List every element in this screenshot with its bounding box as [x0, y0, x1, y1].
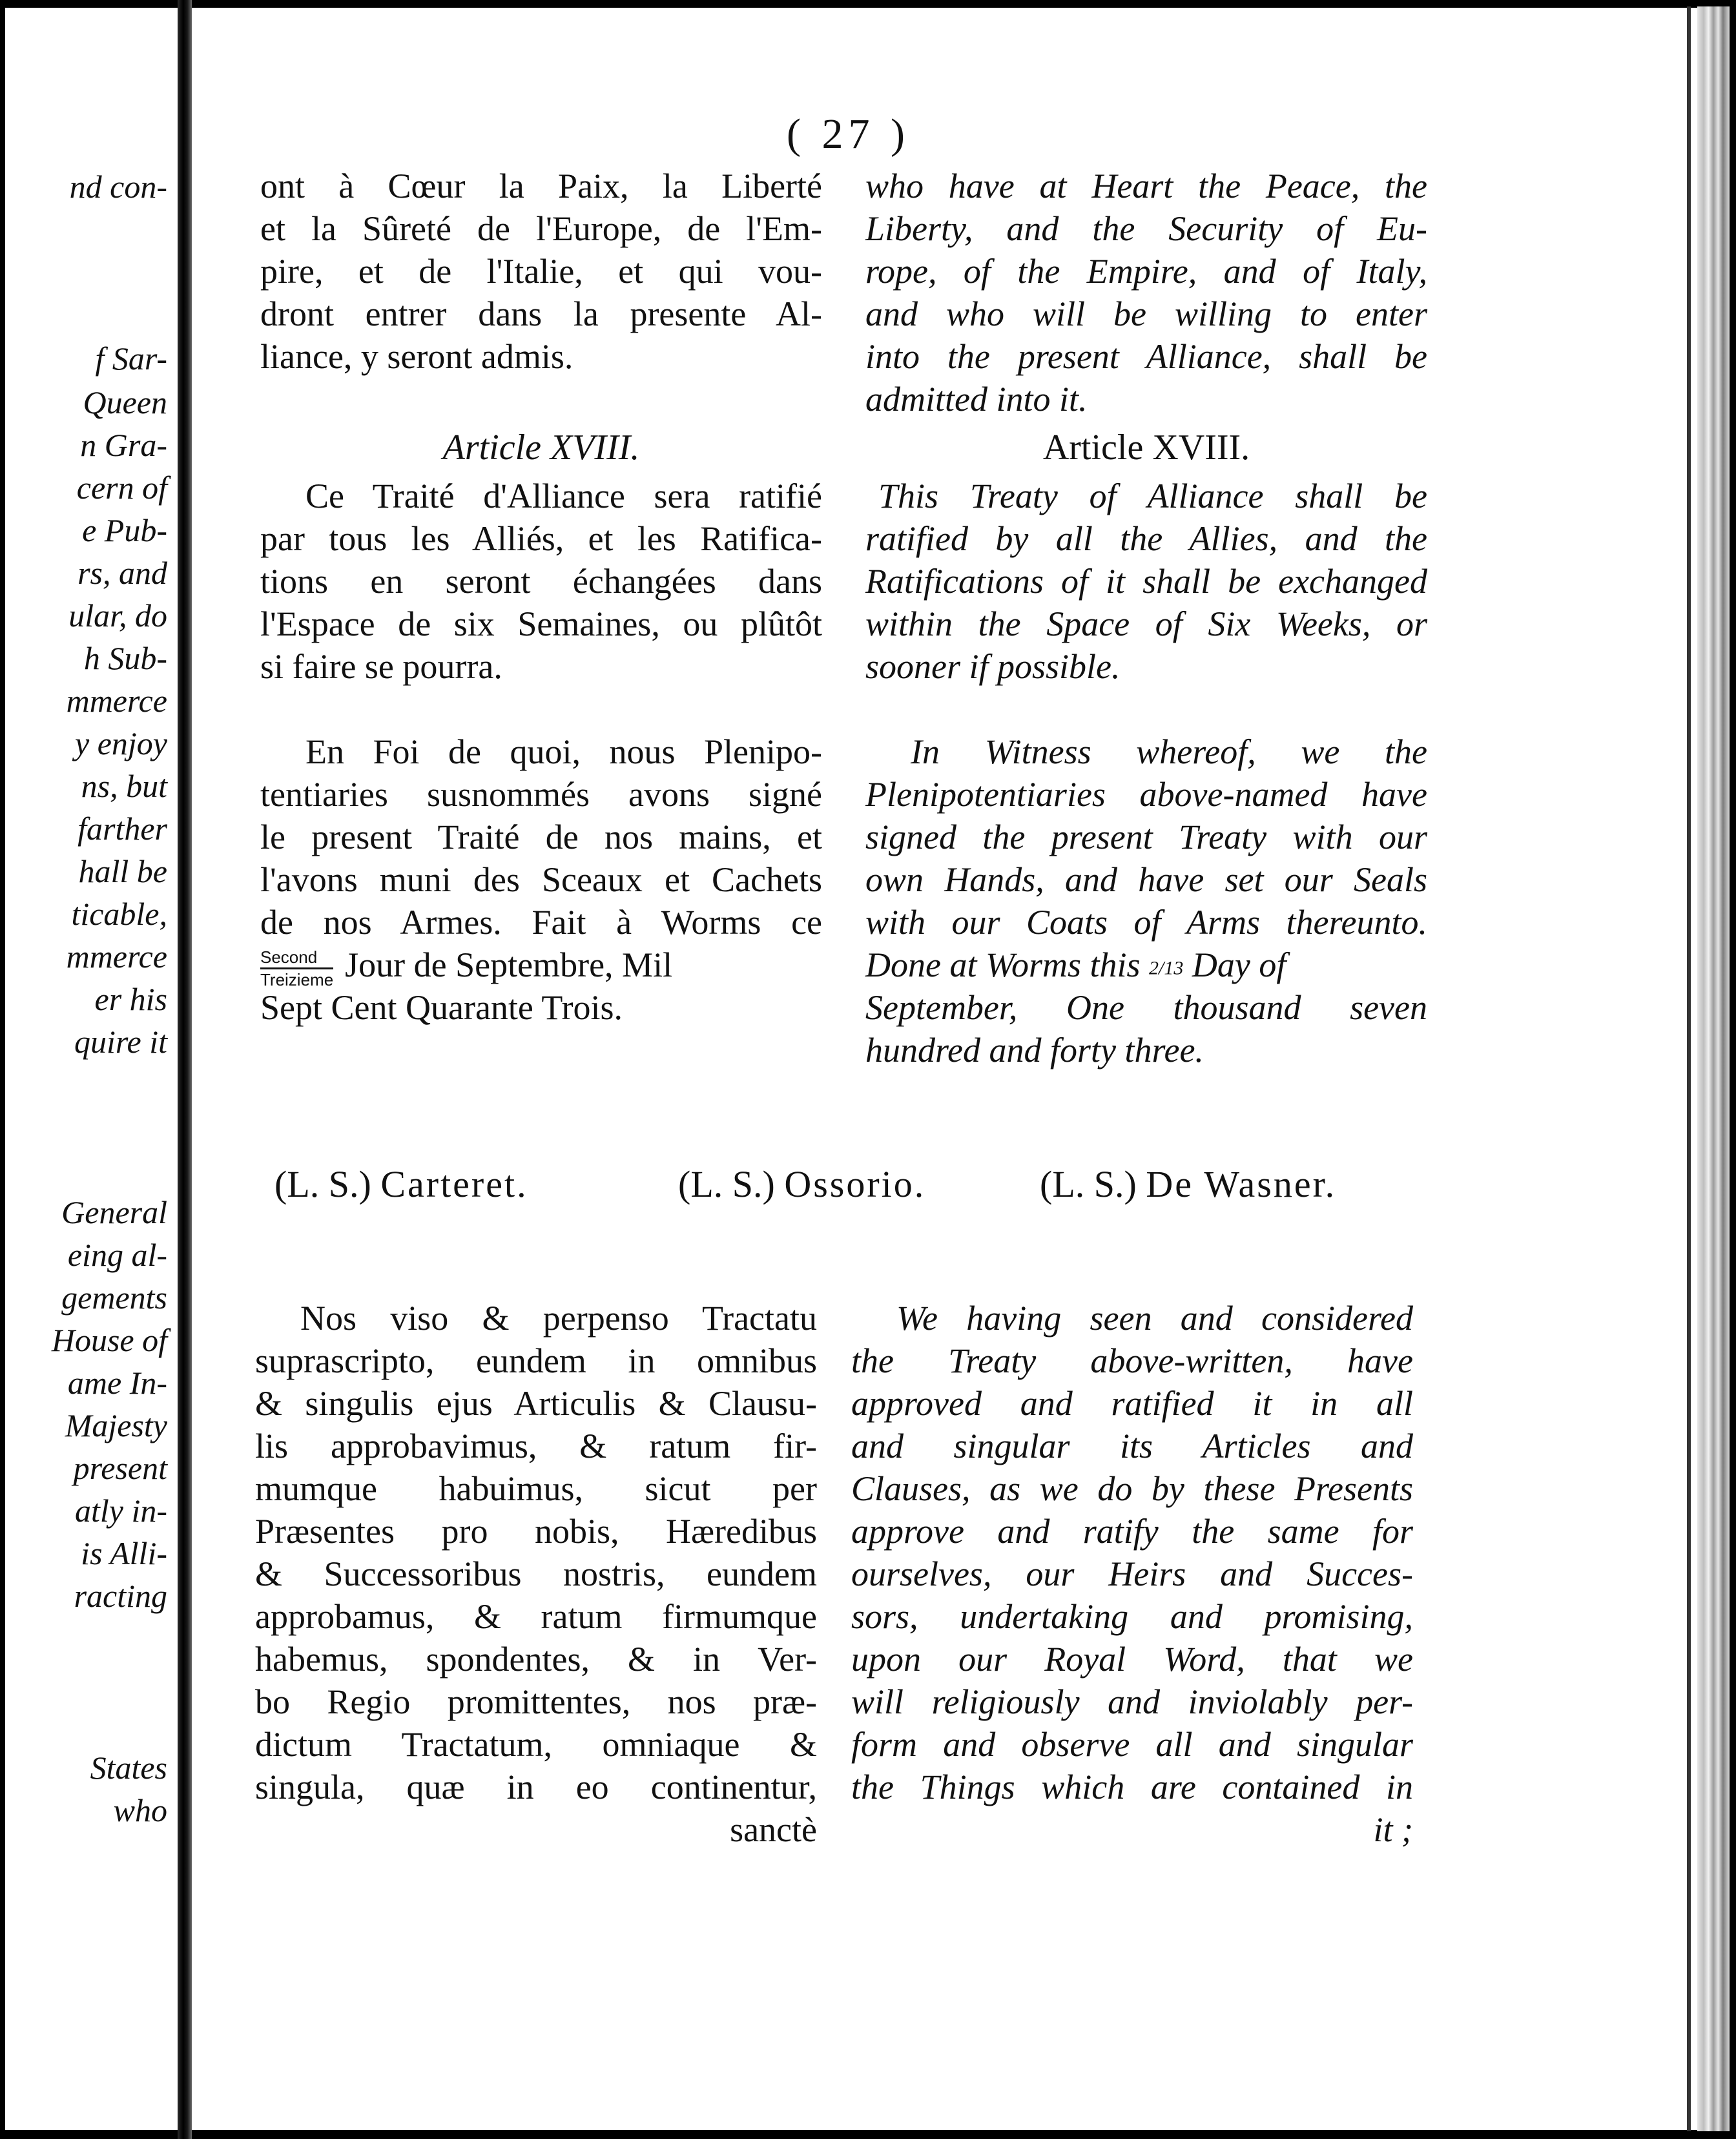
day-fraction: $\frac{\text{Second}}{\text{Treizieme}}$ — [260, 947, 334, 990]
previous-page-fragment — [5, 8, 178, 2130]
french-line: Sept Cent Quarante Trois. — [260, 988, 623, 1027]
prev-line: who — [113, 1792, 167, 1828]
french-line: ont à Cœur la Paix, la Liberté — [260, 167, 822, 205]
french-line: liance, y seront admis. — [260, 337, 574, 376]
prev-line: is Alli- — [81, 1535, 167, 1571]
page-number: ( 27 ) — [787, 110, 910, 158]
prev-line: mmerce — [66, 683, 167, 719]
french-line: pire, et de l'Italie, et qui vou- — [260, 252, 822, 291]
prev-line: e Pub- — [82, 512, 167, 548]
prev-line: quire it — [74, 1024, 167, 1060]
page-edge-line — [1687, 6, 1691, 2131]
english-line: own Hands, and have set our Seals — [865, 860, 1427, 899]
english-line: This Treaty of Alliance shall be — [878, 477, 1427, 515]
latin-line: mumque habuimus, sicut per — [255, 1469, 817, 1508]
prev-line: eing al- — [67, 1237, 167, 1273]
english-lower-line: approve and ratify the same for — [851, 1512, 1413, 1551]
french-line: si faire se pourra. — [260, 647, 502, 686]
french-line: par tous les Alliés, et les Ratifica- — [260, 519, 822, 558]
french-line: le present Traité de nos mains, et — [260, 818, 822, 856]
english-line: into the present Alliance, shall be — [865, 337, 1427, 376]
prev-line: ular, do — [68, 597, 167, 634]
french-line: l'Espace de six Semaines, ou plûtôt — [260, 604, 822, 643]
english-line: who have at Heart the Peace, the — [865, 167, 1427, 205]
prev-line: hall be — [78, 853, 167, 889]
french-line: et la Sûreté de l'Europe, de l'Em- — [260, 209, 822, 248]
english-lower-line: approved and ratified it in all — [851, 1384, 1413, 1423]
scan-border-bottom — [0, 2130, 1736, 2139]
english-lower-line: upon our Royal Word, that we — [851, 1640, 1413, 1679]
english-line: Plenipotentiaries above-named have — [865, 775, 1427, 814]
english-line: hundred and forty three. — [865, 1031, 1204, 1070]
signature-ossorio: (L. S.) Ossorio. — [678, 1163, 926, 1205]
english-date-line: Done at Worms this 2/13 Day of — [865, 946, 1286, 984]
page-gutter — [178, 0, 192, 2139]
latin-catchword: sanctè — [730, 1810, 817, 1849]
latin-line: lis approbavimus, & ratum fir- — [255, 1427, 817, 1465]
french-line: En Foi de quoi, nous Plenipo- — [305, 732, 822, 771]
signature-row — [274, 1162, 1418, 1214]
english-lower-line: sors, undertaking and promising, — [851, 1597, 1413, 1636]
french-line: de nos Armes. Fait à Worms ce — [260, 903, 822, 942]
prev-line: y enjoy — [75, 725, 167, 761]
english-lower-line: will religiously and inviolably per- — [851, 1682, 1413, 1721]
prev-line: racting — [74, 1578, 167, 1614]
prev-line: gements — [61, 1279, 167, 1316]
english-line: In Witness whereof, we the — [911, 732, 1427, 771]
prev-line: rs, and — [78, 555, 167, 591]
latin-line: & Successoribus nostris, eundem — [255, 1555, 817, 1593]
latin-line: dictum Tractatum, omniaque & — [255, 1725, 817, 1764]
english-lower-line: Clauses, as we do by these Presents — [851, 1469, 1413, 1508]
english-line: admitted into it. — [865, 380, 1088, 418]
french-line: dront entrer dans la presente Al- — [260, 294, 822, 333]
english-line: within the Space of Six Weeks, or — [865, 604, 1427, 643]
english-lower-line: the Things which are contained in — [851, 1768, 1413, 1806]
english-lower-line: ourselves, our Heirs and Succes- — [851, 1555, 1413, 1593]
page-edge — [1697, 6, 1730, 2131]
english-lower-line: and singular its Articles and — [851, 1427, 1413, 1465]
prev-line: House of — [51, 1322, 167, 1358]
prev-line: ticable, — [71, 896, 167, 932]
english-lower-line: the Treaty above-written, have — [851, 1341, 1413, 1380]
english-line: and who will be willing to enter — [865, 294, 1427, 333]
latin-line: Nos viso & perpenso Tractatu — [300, 1299, 817, 1338]
latin-line: habemus, spondentes, & in Ver- — [255, 1640, 817, 1679]
latin-column — [255, 1297, 817, 1851]
french-line: Ce Traité d'Alliance sera ratifié — [305, 477, 822, 515]
prev-line: mmerce — [66, 938, 167, 975]
french-date-line: $\frac{\text{Second}}{\text{Treizieme}}$ Jour de Septembre, Mil — [260, 946, 673, 990]
english-article-heading: Article XVIII. — [1042, 428, 1250, 468]
latin-line: approbamus, & ratum firmumque — [255, 1597, 817, 1636]
english-lower-column — [851, 1297, 1413, 1851]
latin-line: & singulis ejus Articulis & Clausu- — [255, 1384, 817, 1423]
prev-line: ame In- — [67, 1365, 167, 1401]
prev-line: atly in- — [74, 1493, 167, 1529]
english-lower-catchword: it ; — [1373, 1810, 1413, 1849]
scan-border-left — [0, 0, 5, 2139]
english-line: sooner if possible. — [865, 647, 1121, 686]
english-line: rope, of the Empire, and of Italy, — [865, 252, 1427, 291]
french-line: tentiaries susnommés avons signé — [260, 775, 822, 814]
prev-line: er his — [94, 981, 167, 1017]
english-line: signed the present Treaty with our — [865, 818, 1427, 856]
prev-line: n Gra- — [80, 427, 167, 463]
prev-line: farther — [78, 811, 167, 847]
english-line: September, One thousand seven — [865, 988, 1427, 1027]
english-line: Ratifications of it shall be exchanged — [865, 562, 1427, 601]
day-fraction: 2/13 — [1149, 957, 1184, 979]
english-line: Liberty, and the Security of Eu- — [865, 209, 1427, 248]
prev-line: h Sub- — [83, 640, 167, 676]
latin-line: singula, quæ in eo continentur, — [255, 1768, 817, 1806]
prev-line: ns, but — [81, 768, 167, 804]
latin-line: bo Regio promittentes, nos præ- — [255, 1682, 817, 1721]
latin-line: suprascripto, eundem in omnibus — [255, 1341, 817, 1380]
signature-carteret: (L. S.) Carteret. — [274, 1163, 528, 1205]
scan-border-top — [0, 0, 1736, 8]
prev-line: Queen — [83, 384, 167, 420]
prev-line: States — [90, 1750, 167, 1786]
french-line: l'avons muni des Sceaux et Cachets — [260, 860, 822, 899]
signature-de-wasner: (L. S.) De Wasner. — [1040, 1163, 1337, 1205]
prev-line: f Sar- — [95, 340, 167, 377]
english-column — [865, 165, 1427, 1071]
english-line: ratified by all the Allies, and the — [865, 519, 1427, 558]
french-article-heading: Article XVIII. — [442, 428, 640, 468]
prev-line: present — [73, 1450, 167, 1486]
french-line: tions en seront échangées dans — [260, 562, 822, 601]
english-line: with our Coats of Arms thereunto. — [865, 903, 1427, 942]
english-lower-line: form and observe all and singular — [851, 1725, 1413, 1764]
prev-line: General — [61, 1194, 167, 1230]
latin-line: Præsentes pro nobis, Hæredibus — [255, 1512, 817, 1551]
prev-line: cern of — [76, 470, 167, 506]
prev-line: nd con- — [69, 169, 167, 205]
english-lower-line: We having seen and considered — [896, 1299, 1413, 1338]
prev-line: Majesty — [65, 1407, 167, 1443]
french-column — [260, 165, 822, 1029]
